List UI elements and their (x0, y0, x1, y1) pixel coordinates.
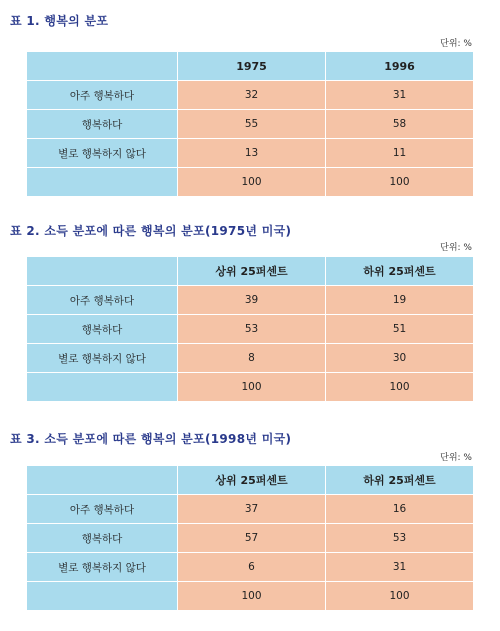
column-header: 1996 (326, 52, 474, 81)
table-header-row (27, 52, 474, 81)
value-cell: 55 (178, 110, 326, 139)
value-cell: 57 (178, 524, 326, 553)
total-cell: 100 (178, 168, 326, 197)
table-3 (26, 465, 474, 611)
value-cell: 8 (178, 344, 326, 373)
header-blank-cell (27, 466, 178, 495)
value-cell: 32 (178, 81, 326, 110)
table-row (27, 524, 474, 553)
value-cell: 53 (178, 315, 326, 344)
table-row (27, 344, 474, 373)
row-label: 별로 행복하지 않다 (27, 553, 178, 582)
table-row (27, 81, 474, 110)
value-cell: 30 (326, 344, 474, 373)
table-2-title: 표 2. 소득 분포에 따른 행복의 분포(1975년 미국) (10, 224, 292, 238)
table-header-row (27, 257, 474, 286)
table-3-unit: 단위: % (440, 453, 472, 463)
table-total-row (27, 373, 474, 402)
table-row (27, 553, 474, 582)
table-row (27, 286, 474, 315)
column-header: 상위 25퍼센트 (178, 466, 326, 495)
row-label: 별로 행복하지 않다 (27, 344, 178, 373)
table-row (27, 315, 474, 344)
value-cell: 51 (326, 315, 474, 344)
value-cell: 37 (178, 495, 326, 524)
value-cell: 39 (178, 286, 326, 315)
table-row (27, 495, 474, 524)
column-header: 상위 25퍼센트 (178, 257, 326, 286)
value-cell: 13 (178, 139, 326, 168)
table-1 (26, 51, 474, 197)
value-cell: 31 (326, 81, 474, 110)
table-1-title: 표 1. 행복의 분포 (10, 14, 109, 28)
table-3-title: 표 3. 소득 분포에 따른 행복의 분포(1998년 미국) (10, 432, 292, 446)
row-label (27, 168, 178, 197)
value-cell: 19 (326, 286, 474, 315)
row-label: 아주 행복하다 (27, 81, 178, 110)
row-label: 행복하다 (27, 524, 178, 553)
row-label: 행복하다 (27, 315, 178, 344)
table-2 (26, 256, 474, 402)
table-header-row (27, 466, 474, 495)
row-label (27, 582, 178, 611)
total-cell: 100 (178, 582, 326, 611)
table-row (27, 110, 474, 139)
table-total-row (27, 582, 474, 611)
column-header: 1975 (178, 52, 326, 81)
total-cell: 100 (178, 373, 326, 402)
total-cell: 100 (326, 582, 474, 611)
row-label: 별로 행복하지 않다 (27, 139, 178, 168)
table-2-unit: 단위: % (440, 243, 472, 253)
value-cell: 58 (326, 110, 474, 139)
value-cell: 31 (326, 553, 474, 582)
value-cell: 6 (178, 553, 326, 582)
row-label: 아주 행복하다 (27, 286, 178, 315)
header-blank-cell (27, 52, 178, 81)
table-1-unit: 단위: % (440, 39, 472, 49)
total-cell: 100 (326, 373, 474, 402)
value-cell: 16 (326, 495, 474, 524)
column-header: 하위 25퍼센트 (326, 466, 474, 495)
table-row (27, 139, 474, 168)
table-total-row (27, 168, 474, 197)
row-label: 아주 행복하다 (27, 495, 178, 524)
header-blank-cell (27, 257, 178, 286)
row-label: 행복하다 (27, 110, 178, 139)
value-cell: 53 (326, 524, 474, 553)
row-label (27, 373, 178, 402)
column-header: 하위 25퍼센트 (326, 257, 474, 286)
value-cell: 11 (326, 139, 474, 168)
total-cell: 100 (326, 168, 474, 197)
